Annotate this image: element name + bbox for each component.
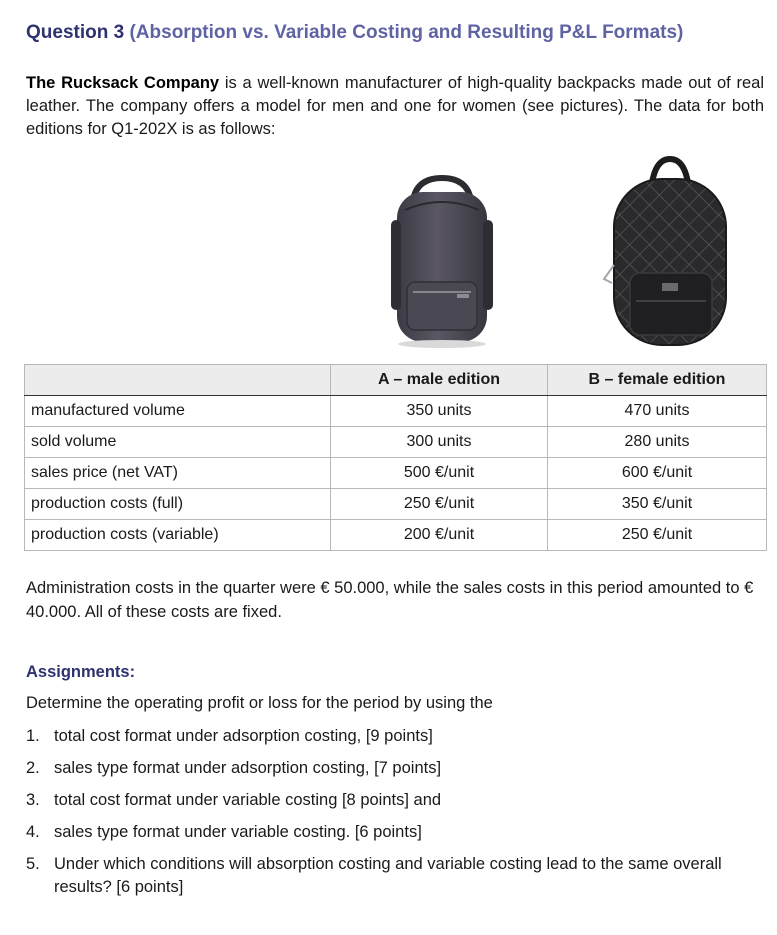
cell-a: 200 €/unit [331, 520, 548, 551]
list-item-number: 4. [26, 823, 40, 841]
cell-b: 350 €/unit [548, 489, 767, 520]
backpack-female-quilted-image [600, 155, 740, 350]
cell-b: 600 €/unit [548, 458, 767, 489]
list-item-number: 1. [26, 727, 40, 745]
row-label: manufactured volume [25, 396, 331, 427]
list-item-number: 2. [26, 759, 40, 777]
row-label: sold volume [25, 427, 331, 458]
assignments-title: Assignments: [26, 663, 136, 681]
row-label: production costs (full) [25, 489, 331, 520]
cell-a: 500 €/unit [331, 458, 548, 489]
assignments-list [26, 725, 766, 908]
cell-b: 470 units [548, 396, 767, 427]
table-row [25, 458, 767, 489]
table-row [25, 396, 767, 427]
table-row [25, 427, 767, 458]
cell-a: 300 units [331, 427, 548, 458]
list-item-text: total cost format under adsorption costing, [9 points] [54, 727, 433, 745]
company-name: The Rucksack Company [26, 74, 220, 92]
list-item [26, 821, 766, 844]
fixed-costs-paragraph: Administration costs in the quarter were € 50.000, while the sales costs in this period amounted to € 40.000. All of these costs are fixed. [26, 579, 754, 621]
assignments-intro: Determine the operating profit or loss for the period by using the [26, 694, 493, 712]
intro-paragraph [26, 72, 764, 141]
list-item-text: sales type format under variable costing. [6 points] [54, 823, 422, 841]
table-row [25, 520, 767, 551]
table-header-row [25, 365, 767, 396]
table-header-empty [25, 365, 331, 396]
intro-text: is a well-known manufacturer of high-quality backpacks made out of real leather. The company offers a model for men and one for women (see pictures). The data for both editions for Q1-202X is as follows: [26, 74, 764, 138]
list-item [26, 853, 766, 899]
row-label: sales price (net VAT) [25, 458, 331, 489]
list-item [26, 725, 766, 748]
list-item-text: sales type format under adsorption costing, [7 points] [54, 759, 442, 777]
list-item-text: Under which conditions will absorption costing and variable costing lead to the same overall results? [6 points] [54, 855, 722, 896]
list-item-number: 5. [26, 855, 40, 873]
question-title-main: Question 3 [26, 22, 125, 43]
table-header-b: B – female edition [548, 365, 767, 396]
table-row [25, 489, 767, 520]
list-item-number: 3. [26, 791, 40, 809]
list-item-text: total cost format under variable costing [8 points] and [54, 791, 442, 809]
backpack-male-image [383, 170, 501, 350]
product-data-table [24, 364, 767, 551]
question-title-subtitle: (Absorption vs. Variable Costing and Resulting P&L Formats) [129, 22, 684, 43]
cell-a: 350 units [331, 396, 548, 427]
row-label: production costs (variable) [25, 520, 331, 551]
table-header-a: A – male edition [331, 365, 548, 396]
list-item [26, 757, 766, 780]
cell-b: 250 €/unit [548, 520, 767, 551]
question-title [26, 22, 683, 44]
cell-a: 250 €/unit [331, 489, 548, 520]
cell-b: 280 units [548, 427, 767, 458]
list-item [26, 789, 766, 812]
